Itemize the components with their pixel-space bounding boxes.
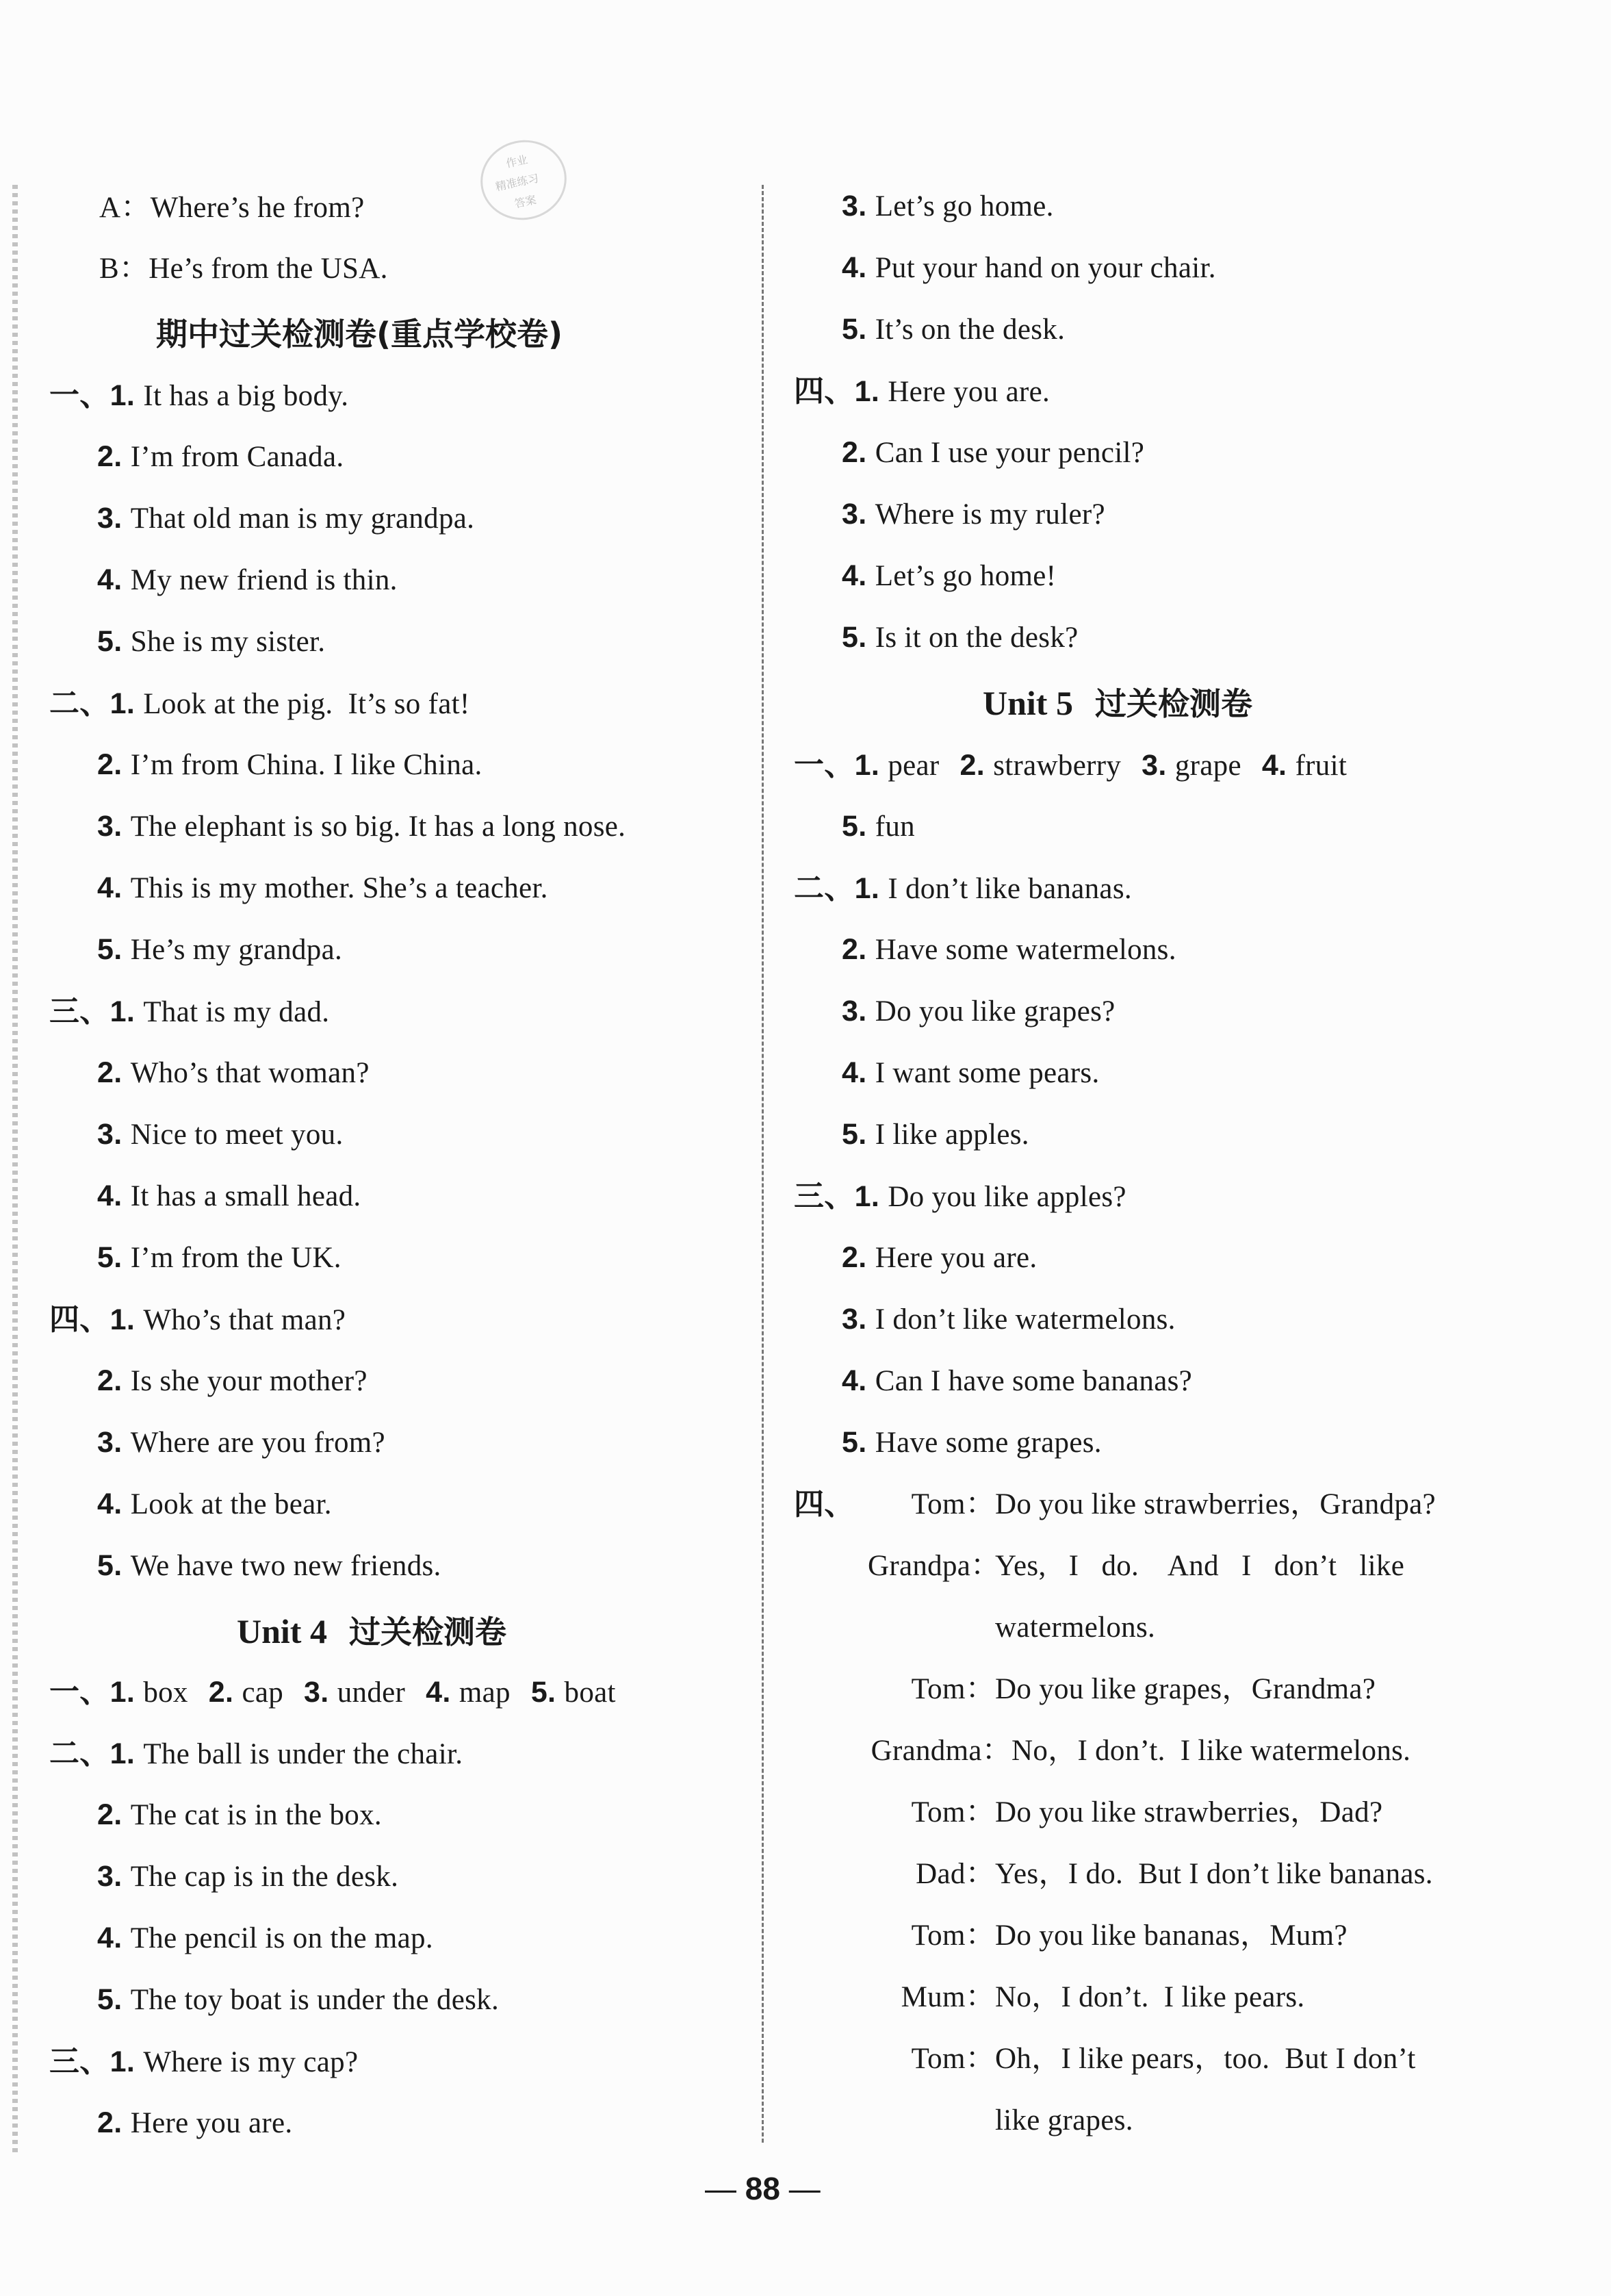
column-divider [762,185,764,2143]
answer-item: 5. We have two new friends. [97,1549,441,1582]
answer-item: 三、1. That is my dad. [49,994,330,1029]
answer-item: 二、1. I don’t like bananas. [794,871,1132,906]
answer-item: 2. Here you are. [97,2106,293,2139]
answer-item: 3. Do you like grapes? [842,995,1116,1028]
section-heading: 期中过关检测卷(重点学校卷) [156,316,563,353]
answer-item: 2. The cat is in the box. [97,1798,382,1831]
answer-item: 4. This is my mother. She’s a teacher. [97,871,548,904]
page-number: — 88 — [705,2171,821,2206]
answer-item: 四、1. Who’s that man? [49,1302,346,1337]
dialog-line: Mum：No，I don’t. I like pears. [901,1981,1305,2013]
answer-item: 三、1. Where is my cap? [49,2044,359,2079]
dialog-line: B：He’s from the USA. [99,253,388,285]
answer-item: 5. fun [842,810,915,843]
dialog-line: Grandma：No，I don’t. I like watermelons. [871,1735,1411,1767]
answer-item: 三、1. Do you like apples? [794,1179,1126,1214]
dialog-line: Tom：Do you like grapes，Grandma? [911,1673,1376,1705]
watermark-stamp: 作业 精准练习 答案 [473,132,573,228]
answer-item: 3. Nice to meet you. [97,1118,344,1151]
answer-item: 4. It has a small head. [97,1179,361,1212]
dialog-line: A：Where’s he from? [99,192,365,224]
answer-item: 二、1. The ball is under the chair. [49,1736,463,1771]
answer-item: 5. The toy boat is under the desk. [97,1983,500,2016]
answer-item: 4. I want some pears. [842,1056,1100,1089]
dialog-line: like grapes. [995,2104,1133,2136]
dialog-line: watermelons. [995,1611,1156,1644]
answer-item: 四、1. Here you are. [794,374,1051,409]
dialog-line: Dad：Yes，I do. But I don’t like bananas. [916,1858,1433,1890]
answer-item: 5. It’s on the desk. [842,313,1066,346]
answer-item: 一、1. It has a big body. [49,378,349,413]
dialog-line: Grandpa：Yes, I do. And I don’t like [868,1550,1405,1582]
dialog-line: Tom：Do you like bananas，Mum? [911,1919,1348,1952]
answer-item: 5. I’m from the UK. [97,1241,341,1274]
answer-item: 4. Put your hand on your chair. [842,251,1216,284]
answer-item: 2. Can I use your pencil? [842,436,1145,469]
answer-item: 4. Look at the bear. [97,1488,332,1520]
binding-edge [12,185,18,2156]
answer-item: 一、1. pear 2. strawberry 3. grape 4. fruit [794,748,1348,782]
answer-item: 2. Who’s that woman? [97,1056,370,1089]
answer-item: 5. Is it on the desk? [842,621,1079,654]
answer-item: 2. Have some watermelons. [842,933,1176,966]
answer-item: 二、1. Look at the pig. It’s so fat! [49,686,470,721]
answer-item: 4. My new friend is thin. [97,563,398,596]
dialog-line: Tom：Do you like strawberries，Grandpa? [911,1488,1436,1520]
dialog-line: Tom：Do you like strawberries，Dad? [911,1796,1383,1828]
answer-item: 3. Let’s go home. [842,190,1054,222]
section-label: 四、 [794,1487,855,1522]
answer-item: 5. Have some grapes. [842,1426,1102,1459]
answer-item: 4. Can I have some bananas? [842,1364,1193,1397]
answer-item: 2. Here you are. [842,1241,1038,1274]
answer-item: 5. I like apples. [842,1118,1029,1151]
answer-item: 2. I’m from China. I like China. [97,748,482,781]
answer-item: 3. Where are you from? [97,1426,385,1459]
answer-item: 3. That old man is my grandpa. [97,502,475,535]
answer-item: 5. He’s my grandpa. [97,933,343,966]
section-heading: Unit 4 过关检测卷 [237,1612,506,1650]
answer-item: 2. I’m from Canada. [97,440,344,473]
answer-item: 一、1. box 2. cap 3. under 4. map 5. boat [49,1674,616,1709]
answer-item: 3. Where is my ruler? [842,498,1105,531]
answer-item: 3. The cap is in the desk. [97,1860,399,1893]
section-heading: Unit 5 过关检测卷 [983,684,1252,722]
answer-item: 3. The elephant is so big. It has a long nose. [97,810,626,843]
answer-item: 2. Is she your mother? [97,1364,368,1397]
answer-item: 4. The pencil is on the map. [97,1922,433,1954]
dialog-line: Tom：Oh，I like pears，too. But I don’t [911,2043,1416,2075]
answer-item: 5. She is my sister. [97,625,326,658]
answer-item: 4. Let’s go home! [842,559,1057,592]
answer-item: 3. I don’t like watermelons. [842,1303,1176,1336]
